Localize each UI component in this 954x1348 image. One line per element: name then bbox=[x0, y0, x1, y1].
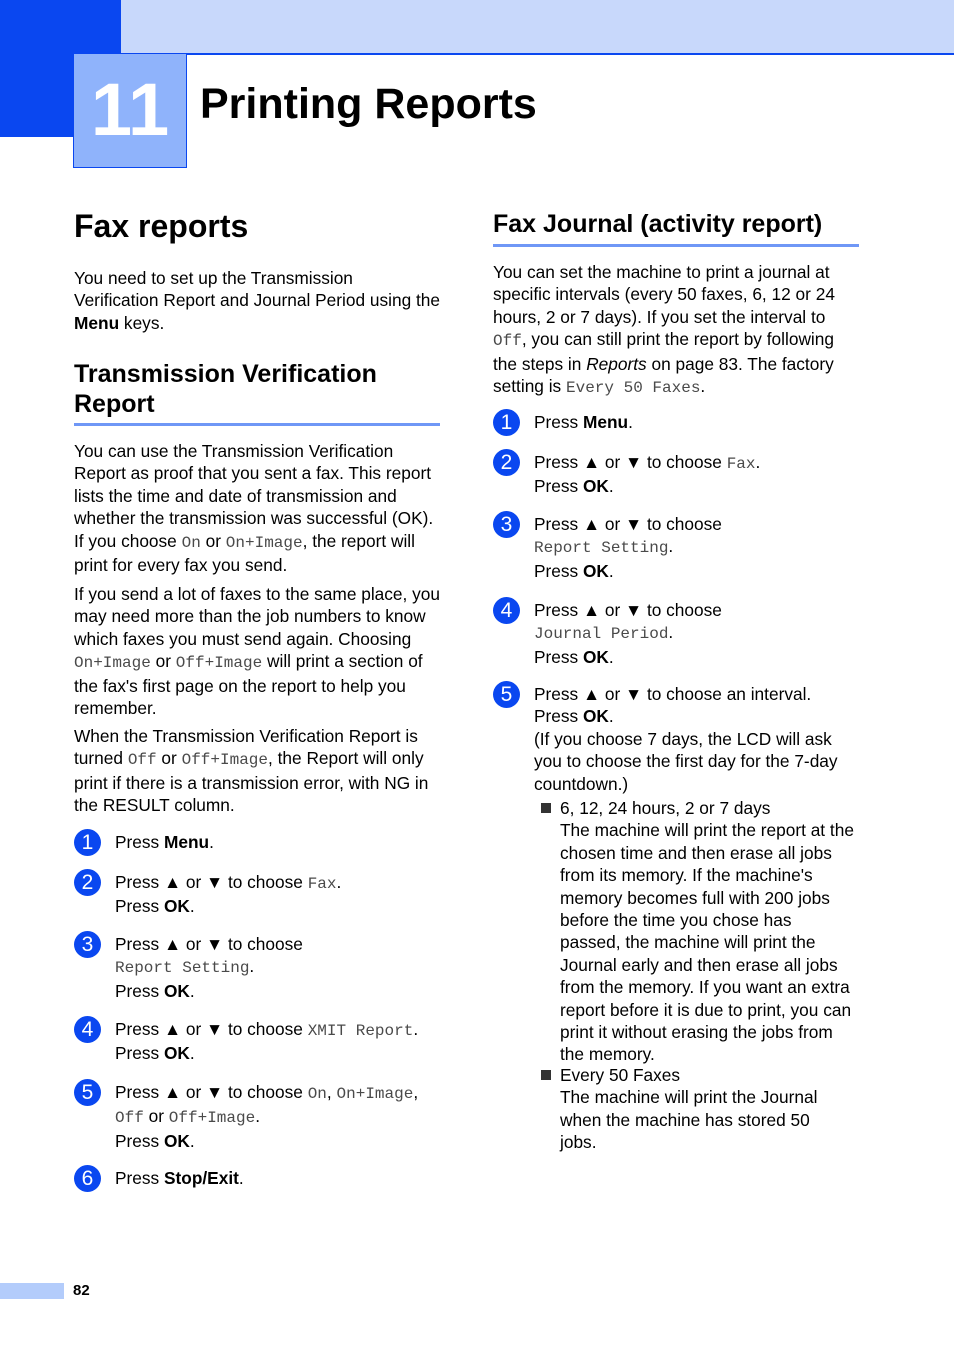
step-number-badge: 1 bbox=[493, 409, 520, 436]
chapter-title: Printing Reports bbox=[200, 80, 537, 128]
step-number-badge: 3 bbox=[493, 511, 520, 538]
fax-journal-paragraph: You can set the machine to print a journal at specific intervals (every 50 faxes, 6, 12 or 24 hours, 2 or 7 days). If you set the interval to Off, you can still print the report by following the steps in Reports on page 83. The factory setting is Every 50 Faxes. bbox=[493, 262, 835, 398]
section-heading-fax-reports: Fax reports bbox=[74, 208, 249, 244]
step-number-badge: 6 bbox=[74, 1165, 101, 1192]
tvr-paragraph-2: If you send a lot of faxes to the same place, you may need more than the job numbers to know which faxes you must send again. Choosing On+Image or Off+Image will print a section of the fax's first page on the report to help you remember. bbox=[74, 584, 441, 719]
step-number-badge: 4 bbox=[74, 1016, 101, 1043]
square-bullet-icon bbox=[541, 803, 551, 813]
subheading-transmission-verification: Transmission Verification Report bbox=[74, 360, 377, 418]
footer-tab bbox=[0, 1283, 64, 1299]
page-number: 82 bbox=[73, 1282, 90, 1299]
heading-rule bbox=[74, 423, 440, 426]
subheading-fax-journal: Fax Journal (activity report) bbox=[493, 210, 823, 238]
step-number-badge: 5 bbox=[493, 681, 520, 708]
heading-rule bbox=[493, 244, 859, 247]
bullet-body: The machine will print the Journal when the machine has stored 50 jobs. bbox=[560, 1087, 818, 1153]
tvr-paragraph-1: You can use the Transmission Verification Report as proof that you sent a fax. This report lists the time and date of transmission and whether the transmission was successful (OK). If you choose On or On+Image, the report will print for every fax you send. bbox=[74, 441, 434, 576]
header-band bbox=[121, 0, 954, 55]
step-number-badge: 1 bbox=[74, 829, 101, 856]
bullet-title: 6, 12, 24 hours, 2 or 7 days bbox=[560, 798, 771, 818]
step-5-note: (If you choose 7 days, the LCD will ask you to choose the first day for the 7-day countdown.) bbox=[534, 728, 838, 794]
step-number-badge: 2 bbox=[74, 869, 101, 896]
bullet-title: Every 50 Faxes bbox=[560, 1065, 681, 1085]
tvr-paragraph-3: When the Transmission Verification Report is turned Off or Off+Image, the Report will only print if there is a transmission error, with NG in the RESULT column. bbox=[74, 726, 429, 816]
step-number-badge: 5 bbox=[74, 1079, 101, 1106]
chapter-number: 11 bbox=[90, 68, 170, 151]
chapter-number-box bbox=[73, 53, 187, 168]
step-number-badge: 4 bbox=[493, 597, 520, 624]
fax-reports-intro: You need to set up the Transmission Verification Report and Journal Period using the Menu keys. bbox=[74, 268, 441, 333]
square-bullet-icon bbox=[541, 1070, 551, 1080]
step-number-badge: 2 bbox=[493, 449, 520, 476]
step-number-badge: 3 bbox=[74, 931, 101, 958]
bullet-body: The machine will print the report at the chosen time and then erase all jobs from its memory. If the machine's memory becomes full with 200 jobs before the time you chose has passed, the machine will print the Journal early and then erase all jobs from the memory. If you want an extra report before it is due to print, you can print it without erasing the jobs from the memory. bbox=[560, 820, 854, 1065]
